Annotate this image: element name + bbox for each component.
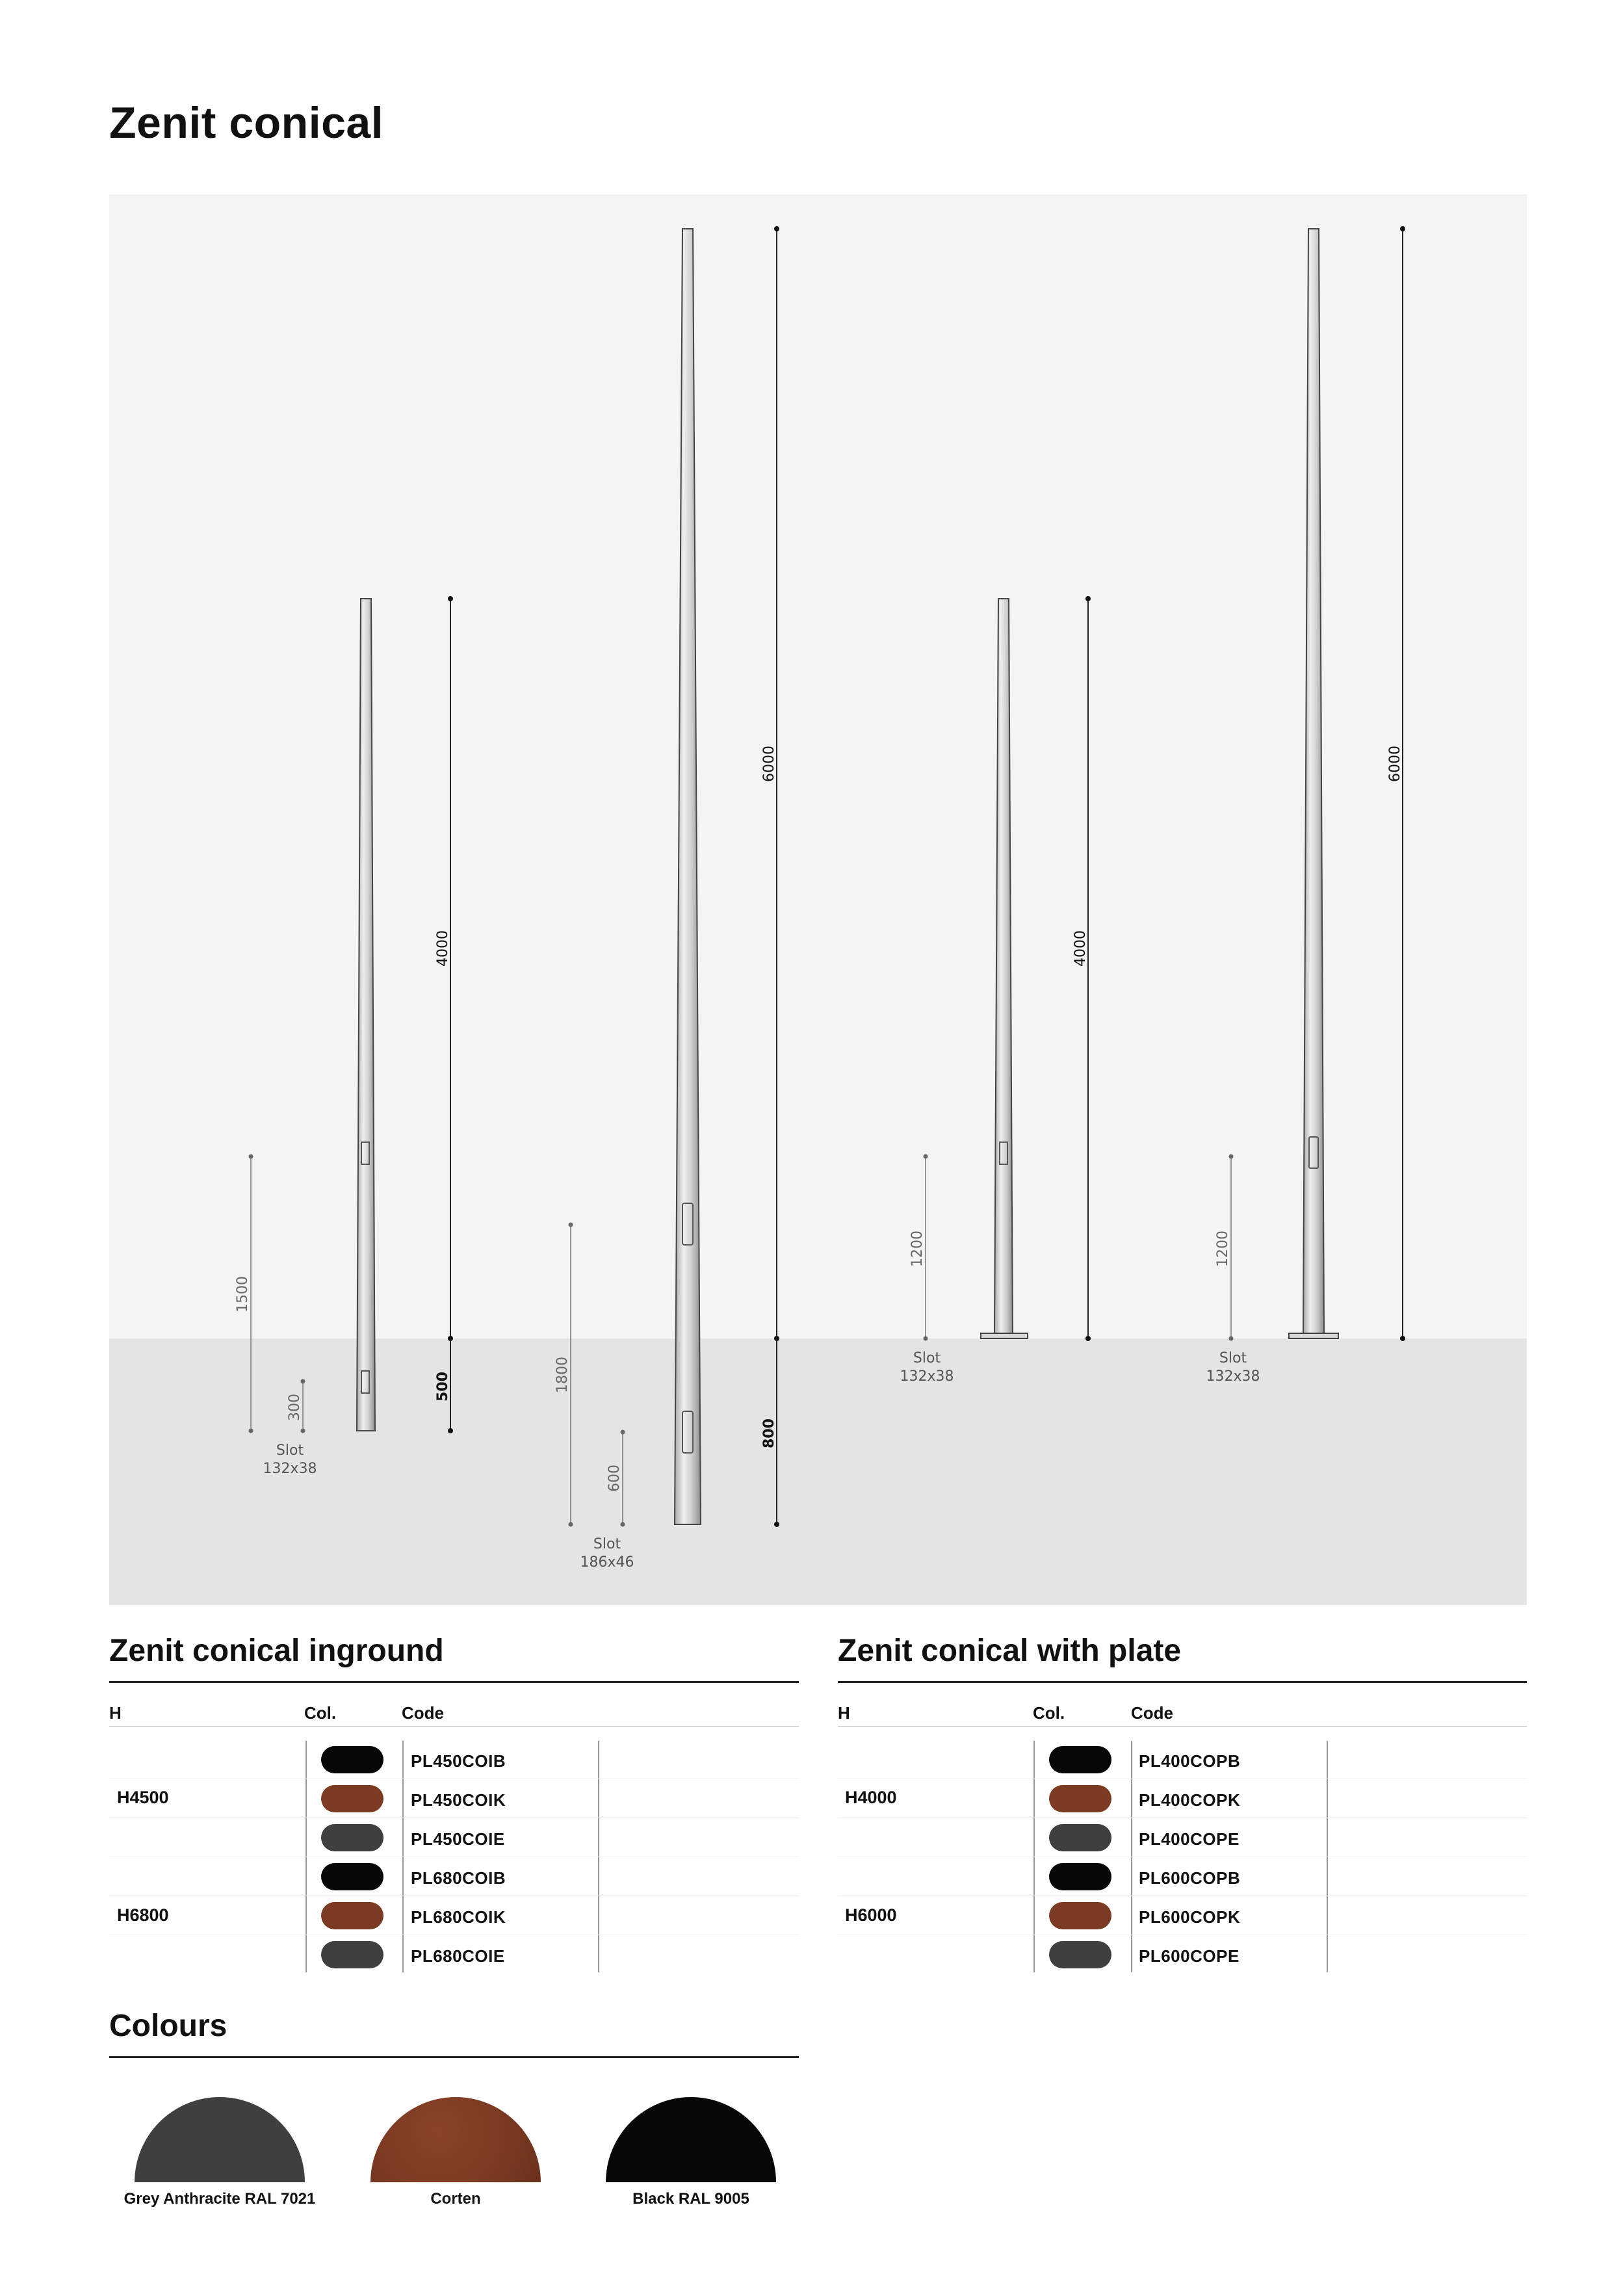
inground-code: PL450COIB — [411, 1751, 506, 1771]
inground-swatch-black-1 — [321, 1746, 383, 1773]
inground-header-rule — [109, 1726, 799, 1727]
ground-area — [109, 1338, 1527, 1605]
inground-header-col: Col. — [304, 1703, 337, 1723]
plate-code: PL600COPB — [1139, 1868, 1241, 1888]
pole-2 — [675, 229, 701, 1524]
plate-code: PL600COPE — [1139, 1946, 1240, 1966]
plate-swatch-anthracite-1 — [1049, 1824, 1111, 1851]
plate-header-h: H — [838, 1703, 850, 1723]
plate-swatch-corten-2 — [1049, 1902, 1111, 1929]
pole-3-base-plate — [981, 1333, 1028, 1338]
colour-label-grey-anthracite: Grey Anthracite RAL 7021 — [123, 2190, 316, 2208]
pole-3-slot-label: Slot — [913, 1350, 941, 1366]
plate-h-6000: H6000 — [845, 1905, 897, 1925]
plate-h-4000: H4000 — [845, 1788, 897, 1807]
pole-1-slot-label: Slot — [276, 1442, 304, 1459]
inground-swatch-anthracite-2 — [321, 1941, 383, 1968]
pole-2-slot-base: 600 — [606, 1465, 623, 1492]
pole-4-slot-height: 1200 — [1215, 1231, 1231, 1267]
plate-swatch-black-2 — [1049, 1863, 1111, 1890]
inground-header-code: Code — [402, 1703, 444, 1723]
inground-header-h: H — [109, 1703, 122, 1723]
colour-swatch-black — [606, 2097, 776, 2182]
pole-4-height-label: 6000 — [1387, 746, 1403, 782]
inground-code: PL450COIK — [411, 1790, 506, 1810]
inground-code: PL680COIK — [411, 1907, 506, 1927]
inground-code: PL680COIB — [411, 1868, 506, 1888]
plate-swatch-black-1 — [1049, 1746, 1111, 1773]
pole-2-base-label: 800 — [761, 1418, 777, 1448]
pole-4-slot-label: Slot — [1219, 1350, 1247, 1366]
plate-code: PL600COPK — [1139, 1907, 1241, 1927]
colours-title: Colours — [109, 2009, 227, 2043]
plate-title-rule — [838, 1681, 1527, 1683]
page-title: Zenit conical — [109, 98, 384, 148]
pole-dimension-drawing — [109, 194, 1527, 1605]
plate-title: Zenit conical with plate — [838, 1634, 1182, 1668]
pole-1-slot-base: 300 — [287, 1394, 303, 1421]
inground-code: PL450COIE — [411, 1829, 505, 1849]
pole-3 — [994, 599, 1013, 1333]
pole-2-slot-label: Slot — [593, 1536, 621, 1552]
inground-title: Zenit conical inground — [109, 1634, 444, 1668]
pole-1-height-label: 4000 — [435, 930, 451, 967]
inground-swatch-anthracite-1 — [321, 1824, 383, 1851]
pole-2-slot-size: 186x46 — [580, 1554, 634, 1571]
pole-3-height-label: 4000 — [1072, 930, 1089, 967]
colour-label-black: Black RAL 9005 — [632, 2190, 749, 2208]
inground-code: PL680COIE — [411, 1946, 505, 1966]
pole-2-slot-height: 1800 — [554, 1357, 571, 1393]
inground-title-rule — [109, 1681, 799, 1683]
plate-code: PL400COPE — [1139, 1829, 1240, 1849]
inground-swatch-corten-2 — [321, 1902, 383, 1929]
plate-code: PL400COPB — [1139, 1751, 1241, 1771]
colours-title-rule — [109, 2056, 799, 2058]
plate-header-col: Col. — [1033, 1703, 1065, 1723]
colour-swatch-corten — [370, 2097, 541, 2182]
colour-label-corten: Corten — [430, 2190, 481, 2208]
pole-1-base-label: 500 — [435, 1372, 451, 1402]
pole-4-slot-size: 132x38 — [1206, 1368, 1260, 1385]
plate-header-code: Code — [1131, 1703, 1173, 1723]
pole-4-base-plate — [1289, 1333, 1338, 1338]
inground-h-6800: H6800 — [117, 1905, 169, 1925]
inground-swatch-corten-1 — [321, 1785, 383, 1812]
plate-code: PL400COPK — [1139, 1790, 1241, 1810]
pole-2-height-label: 6000 — [761, 746, 777, 782]
plate-header-rule — [838, 1726, 1527, 1727]
pole-1-slot-size: 132x38 — [263, 1461, 317, 1477]
colour-swatch-grey-anthracite — [135, 2097, 305, 2182]
plate-swatch-corten-1 — [1049, 1785, 1111, 1812]
pole-diagram-svg — [109, 194, 1527, 1605]
pole-1-slot-height: 1500 — [235, 1276, 251, 1312]
inground-h-4500: H4500 — [117, 1788, 169, 1807]
pole-3-slot-height: 1200 — [909, 1231, 926, 1267]
inground-swatch-black-2 — [321, 1863, 383, 1890]
plate-swatch-anthracite-2 — [1049, 1941, 1111, 1968]
pole-1 — [357, 599, 375, 1431]
pole-3-slot-size: 132x38 — [900, 1368, 954, 1385]
